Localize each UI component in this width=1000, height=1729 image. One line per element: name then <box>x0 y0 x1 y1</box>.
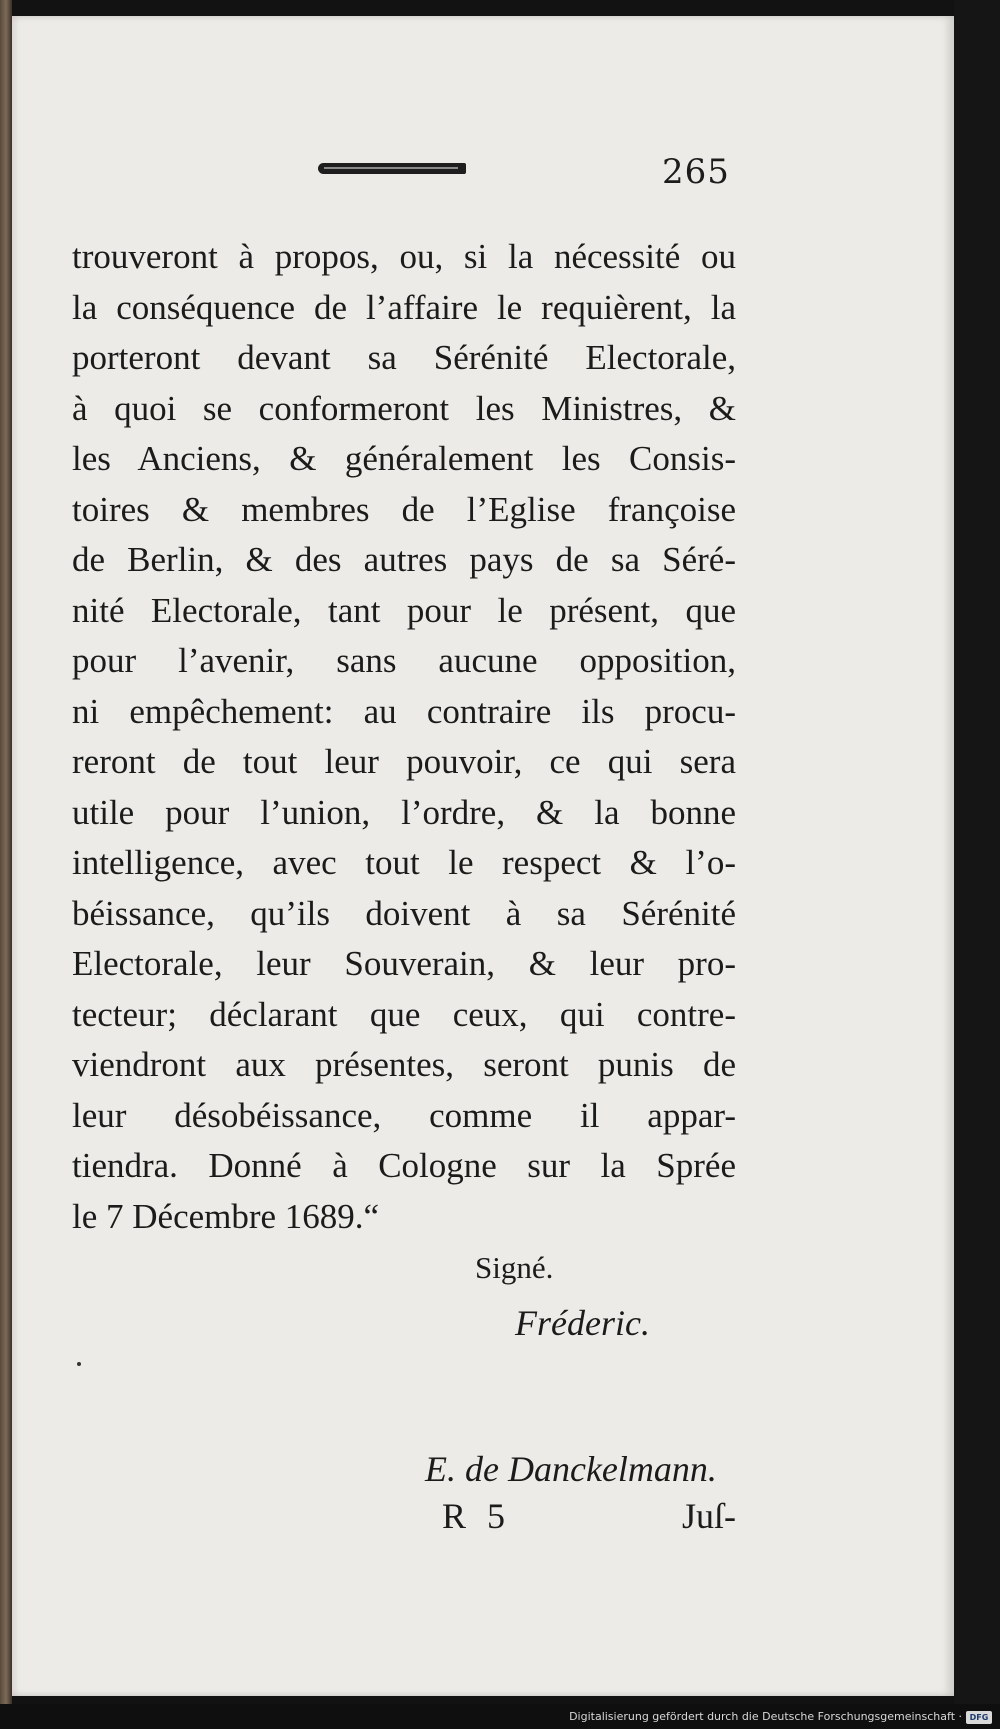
text-line: utile pour l’union, l’ordre, & la bonne <box>72 792 736 832</box>
ink-speck <box>77 1362 81 1366</box>
text-line: béissance, qu’ils doivent à sa Sérénité <box>72 893 736 933</box>
body-text <box>72 232 736 1242</box>
footer-credit: Digitalisierung gefördert durch die Deutsche Forschungsgemeinschaft · <box>569 1710 962 1723</box>
text-line: pour l’avenir, sans aucune opposition, <box>72 641 736 680</box>
text-line: ni empêchement: au contraire ils procu- <box>72 691 736 731</box>
text-line: Electorale, leur Souverain, & leur pro- <box>72 944 736 983</box>
text-line: toires & membres de l’Eglise françoise <box>72 489 736 529</box>
text-line: trouveront à propos, ou, si la nécessité ou <box>72 237 736 276</box>
signature-mark: R 5 <box>442 1496 512 1536</box>
text-line: porteront devant sa Sérénité Electorale, <box>72 338 736 377</box>
text-line: tiendra. Donné à Cologne sur la Sprée <box>72 1146 736 1185</box>
text-line: leur désobéissance, comme il appar- <box>72 1095 736 1135</box>
text-line: de Berlin, & des autres pays de sa Séré- <box>72 540 736 579</box>
header-ornament <box>318 163 466 174</box>
text-line: tecteur; déclarant que ceux, qui contre- <box>72 994 736 1034</box>
countersigner-name: E. de Danckelmann. <box>425 1449 717 1489</box>
page-number: 265 <box>662 152 730 192</box>
text-line: reront de tout leur pouvoir, ce qui sera <box>72 742 736 781</box>
book-spine-edge <box>0 0 12 1729</box>
text-line: à quoi se conformeront les Ministres, & <box>72 388 736 428</box>
page-shadow <box>954 0 1000 1729</box>
text-line: viendront aux présentes, seront punis de <box>72 1045 736 1084</box>
text-line: nité Electorale, tant pour le présent, que <box>72 590 736 630</box>
text-line: le 7 Décembre 1689.“ <box>72 1196 380 1236</box>
text-line: la conséquence de l’affaire le requièrent, la <box>72 287 736 327</box>
signer-name: Fréderic. <box>515 1303 650 1343</box>
signature-label: Signé. <box>475 1250 554 1285</box>
text-line: intelligence, avec tout le respect & l’o- <box>72 843 736 882</box>
catchword: Juſ- <box>682 1496 736 1536</box>
text-line: les Anciens, & généralement les Consis- <box>72 439 736 478</box>
dfg-logo-badge: DFG <box>966 1711 992 1724</box>
